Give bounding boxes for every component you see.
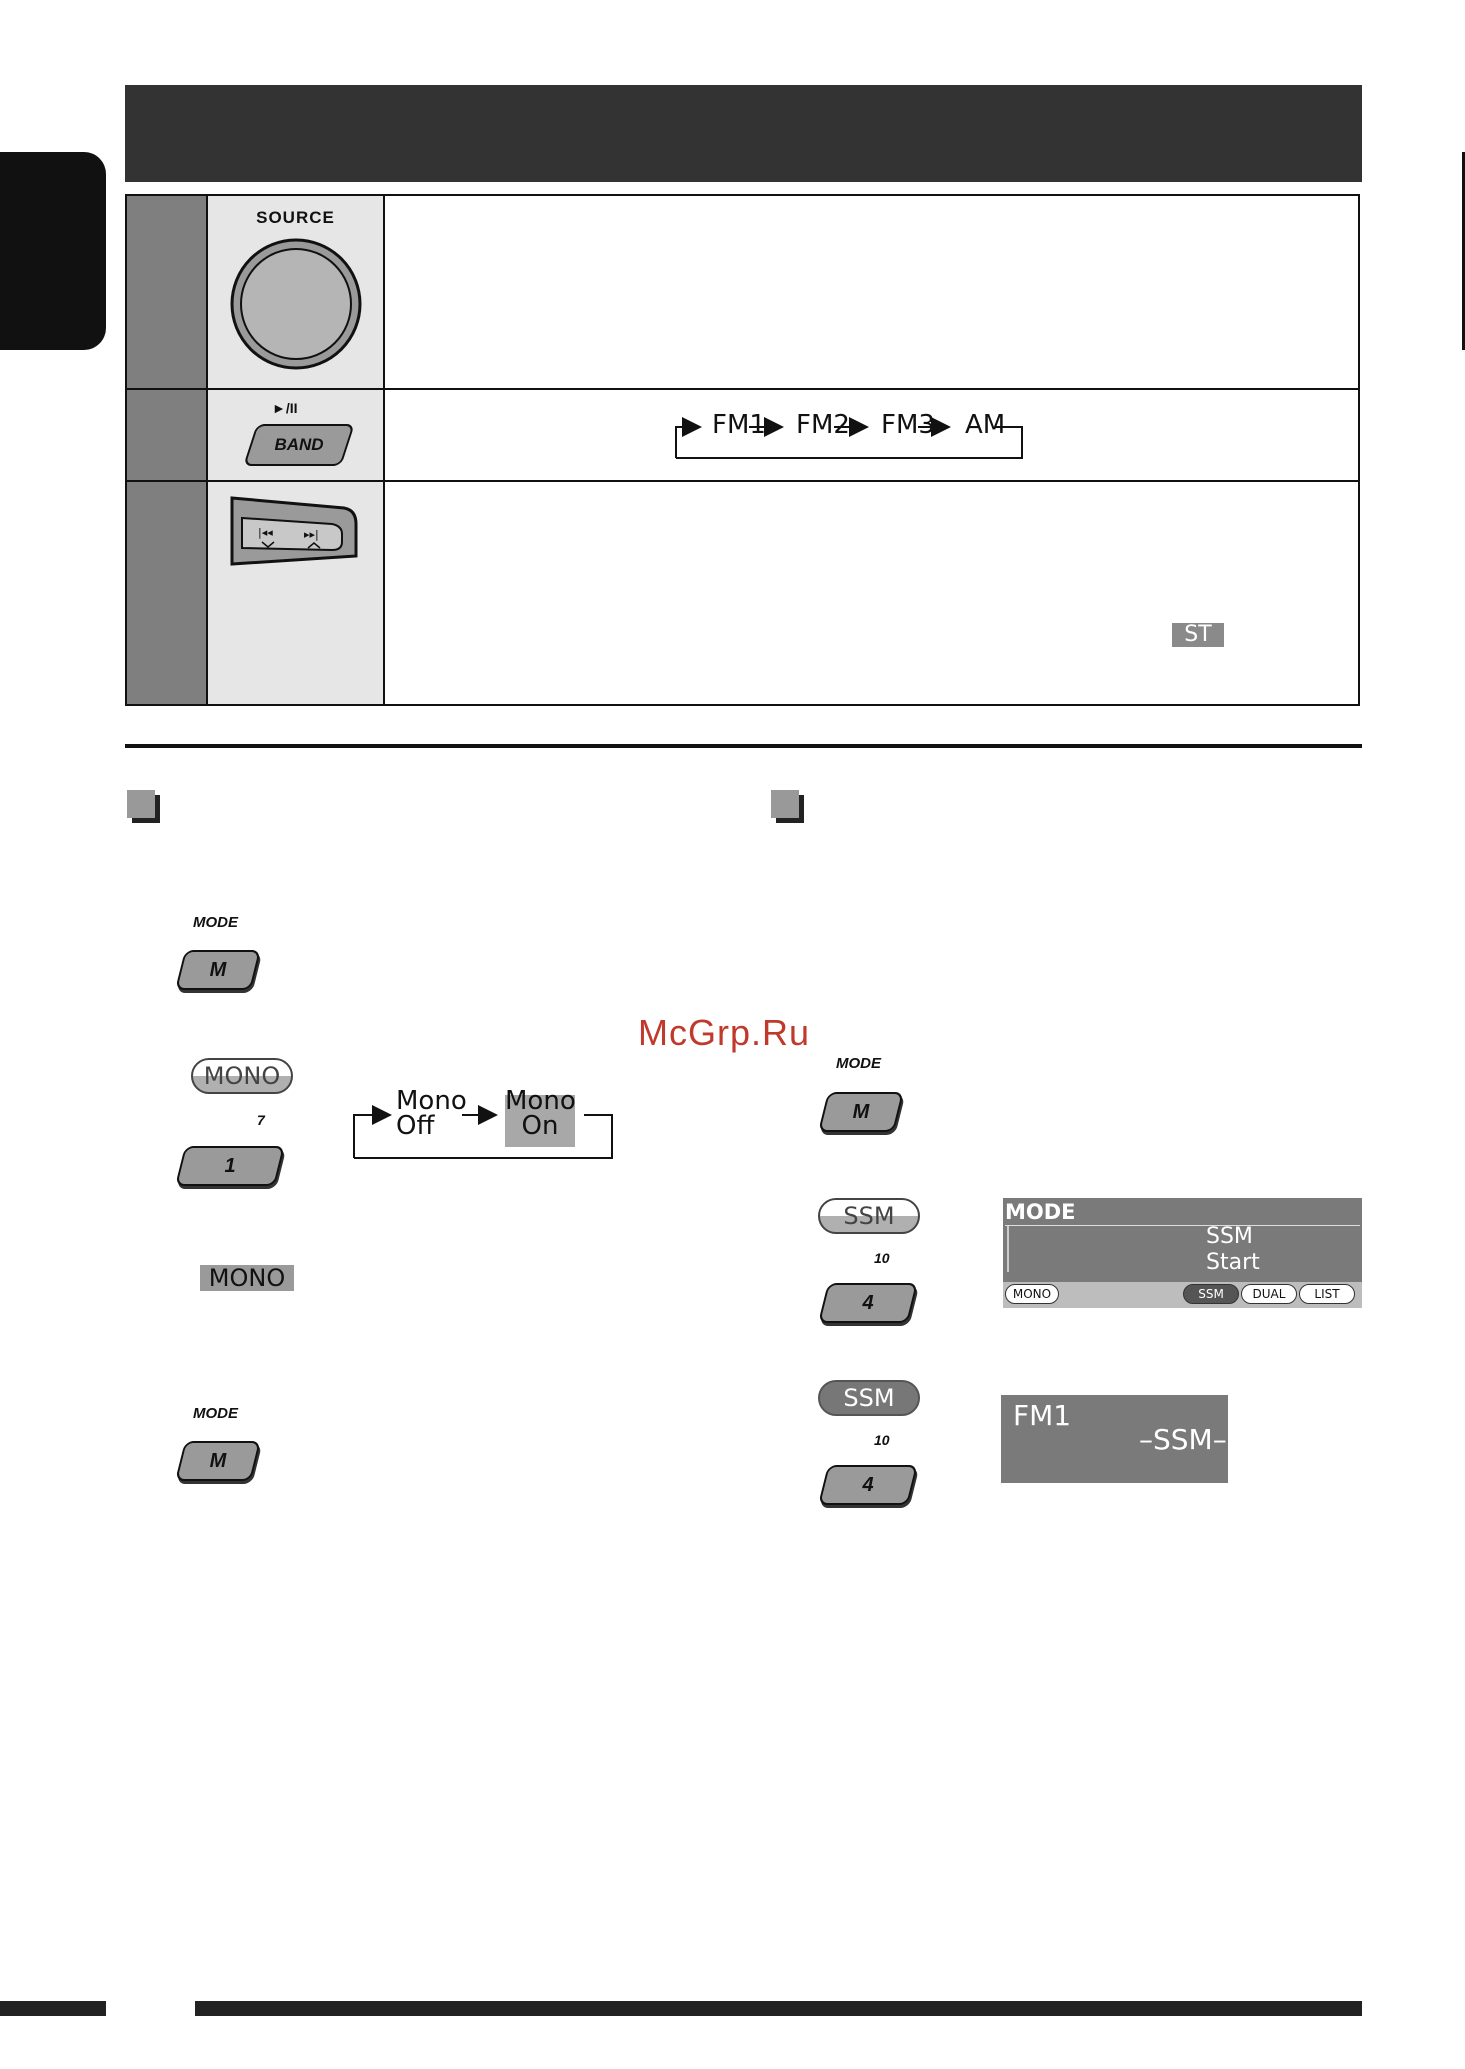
mode-button-2[interactable]: M <box>175 1441 261 1481</box>
step-cell <box>127 196 208 388</box>
mono-off-label: Mono Off <box>396 1086 467 1141</box>
section-divider <box>125 744 1362 748</box>
preset-caption-10: 10 <box>874 1250 890 1266</box>
lcd-tab-ssm: SSM <box>1183 1284 1239 1304</box>
lcd2-band: FM1 <box>1013 1399 1072 1432</box>
lcd2-status: –SSM– <box>1139 1423 1227 1456</box>
play-pause-symbol: ►/II <box>272 400 298 416</box>
mode-button[interactable]: M <box>175 950 261 990</box>
header-bar <box>125 85 1362 182</box>
lcd-tab-mono: MONO <box>1005 1284 1059 1304</box>
source-knob-icon[interactable] <box>228 236 364 372</box>
display-mode-ssm-start <box>1003 1198 1362 1308</box>
language-tab <box>0 152 106 350</box>
section-square-icon-left <box>127 790 155 818</box>
preset-caption-10b: 10 <box>874 1432 890 1448</box>
control-cell <box>208 196 385 388</box>
table-row-source <box>125 194 1360 390</box>
preset-4-button[interactable]: 4 <box>818 1283 918 1323</box>
footer-bar-left <box>0 2001 106 2016</box>
watermark: McGrp.Ru <box>638 1012 811 1053</box>
ssm-pill: SSM <box>818 1198 920 1234</box>
mono-pill: MONO <box>191 1058 293 1094</box>
lcd-tab-dual: DUAL <box>1241 1284 1297 1304</box>
band-fm1: FM1 <box>712 410 766 440</box>
band-am: AM <box>965 410 1006 440</box>
svg-text:|◂◂: |◂◂ <box>258 526 273 539</box>
lcd-divider <box>1005 1225 1360 1226</box>
mode-caption-right: MODE <box>836 1055 881 1072</box>
control-cell <box>208 390 385 480</box>
table-row-seek <box>125 480 1360 706</box>
st-indicator: ST <box>1172 623 1224 647</box>
footer-bar <box>195 2001 1362 2016</box>
lcd-line-ssm: SSM <box>1206 1224 1253 1249</box>
mode-caption: MODE <box>193 914 238 931</box>
band-button[interactable]: BAND <box>243 424 355 466</box>
mono-toggle-diagram <box>350 1095 620 1161</box>
mode-button-right[interactable]: M <box>818 1092 904 1132</box>
table-row-band <box>125 388 1360 482</box>
step-cell <box>127 390 208 480</box>
display-fm1-ssm <box>1001 1395 1228 1483</box>
lcd-mode-title: MODE <box>1005 1200 1076 1224</box>
lcd-tab-bar <box>1003 1282 1362 1308</box>
source-label: SOURCE <box>256 208 335 227</box>
lcd-tab-list: LIST <box>1299 1284 1355 1304</box>
section-square-icon-right <box>771 790 799 818</box>
mono-indicator: MONO <box>200 1265 294 1291</box>
step-cell <box>127 482 208 704</box>
band-fm2: FM2 <box>796 410 850 440</box>
band-fm3: FM3 <box>881 410 935 440</box>
lcd-scroll-mark <box>1007 1226 1009 1272</box>
seek-buttons-icon[interactable] <box>226 494 366 568</box>
preset-4-button-2[interactable]: 4 <box>818 1465 918 1505</box>
mono-on-label: Mono On <box>505 1086 576 1141</box>
mode-caption-2: MODE <box>193 1405 238 1422</box>
svg-text:▸▸|: ▸▸| <box>304 528 319 541</box>
control-cell <box>208 482 385 704</box>
preset-caption-7: 7 <box>257 1112 265 1128</box>
preset-1-button[interactable]: 1 <box>175 1146 285 1186</box>
ssm-pill-active: SSM <box>818 1380 920 1416</box>
lcd-line-start: Start <box>1206 1250 1260 1275</box>
